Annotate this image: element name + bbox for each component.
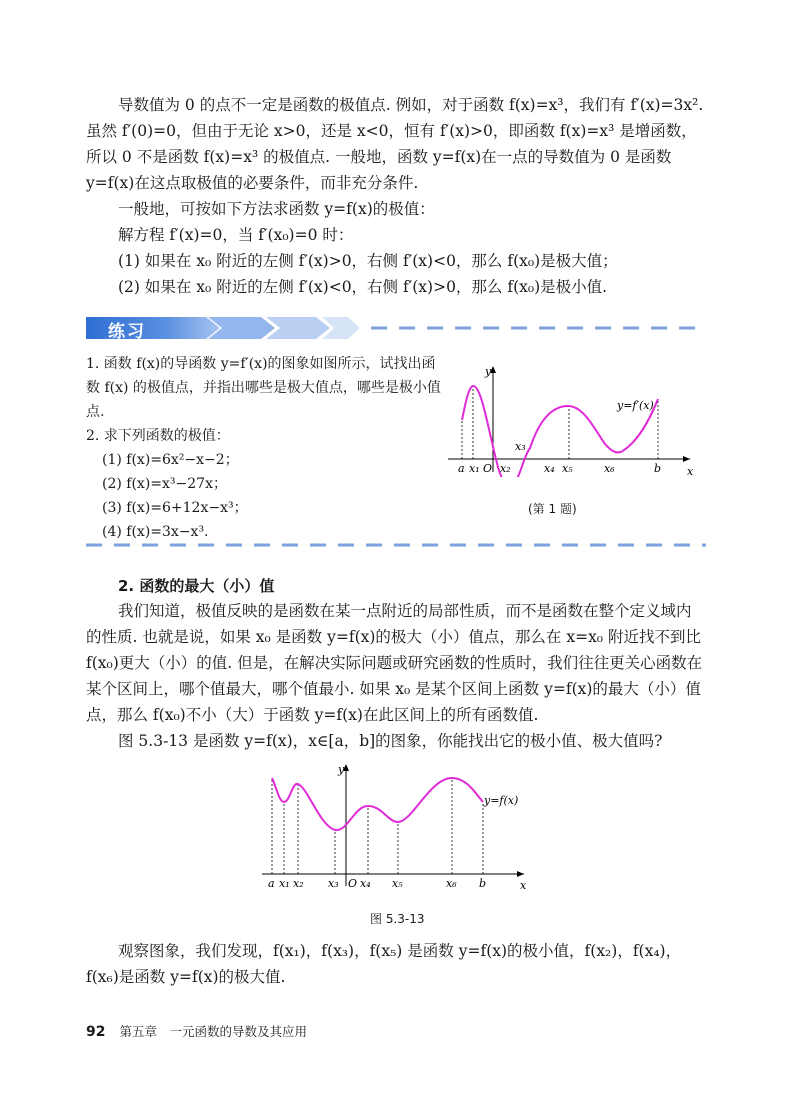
curve-label: y=f′(x): [617, 399, 654, 412]
figure-2-caption: 图 5.3-13: [370, 912, 425, 926]
rule-minimum: (2) 如果在 x₀ 附近的左侧 f′(x)<0，右侧 f′(x)>0，那么 f(x₀)是极小值.: [118, 278, 608, 296]
banner-arrow-main: [86, 317, 220, 339]
section-paragraph-3: 观察图象，我们发现，f(x₁)，f(x₃)，f(x₅) 是函数 y=f(x)的极小值，f(x₂)，f(x₄)，f(x₆)是函数 y=f(x)的极大值.: [86, 942, 682, 986]
tick-label-b: b: [479, 877, 487, 890]
tick-label-b: b: [654, 462, 662, 475]
axis-label-x: x: [520, 879, 527, 892]
x-axis-arrow: [683, 456, 690, 462]
exercise-question-2: 2. 求下列函数的极值：: [86, 428, 230, 444]
tick-label-x6: x₆: [446, 877, 457, 890]
tick-label-x4: x₄: [544, 462, 555, 475]
tick-label-x3: x₃: [515, 440, 526, 453]
axis-label-y: y: [485, 365, 492, 378]
exercise-question-2-item: (2) f(x)=x³−27x；: [102, 476, 227, 492]
section-paragraph-2: 图 5.3-13 是函数 y=f(x)，x∈[a，b]的图象，你能找出它的极小值、极大值吗?: [118, 732, 663, 750]
tick-label-x6: x₆: [604, 462, 615, 475]
tick-label-x1: x₁: [469, 462, 480, 475]
function-curve: [272, 778, 483, 830]
x-axis-arrow: [517, 871, 524, 877]
exercise-question-2-item: (4) f(x)=3x−x³.: [102, 524, 209, 540]
exercise-list: [86, 352, 446, 544]
exercise-question-1: 1. 函数 f(x)的导函数 y=f′(x)的图象如图所示，试找出函数 f(x) 的极值点，并指出哪些是极大值点，哪些是极小值点.: [86, 356, 441, 420]
page-number: 92: [86, 1024, 106, 1040]
axis-label-y: y: [338, 763, 345, 776]
origin-label: O: [483, 462, 493, 475]
tick-label-x2: x₂: [293, 877, 304, 890]
intro-paragraph-3: 解方程 f′(x)=0，当 f′(x₀)=0 时：: [118, 226, 354, 244]
intro-paragraph-1: 导数值为 0 的点不一定是函数的极值点. 例如，对于函数 f(x)=x³，我们有 f′(x)=3x². 虽然 f′(0)=0，但由于无论 x>0，还是 x<0，恒有 f′(x)>0，即函数 f(x)=x³ 是增函数，所以 0 不是函数 f(x)=x³ 的极值点. 一般地，函数 y=f(x)在一点的导数值为 0 是函数 y=f(x)在这点取极值的必要条件，而非充分条件.: [86, 96, 704, 192]
tick-label-x2: x₂: [500, 462, 511, 475]
exercise-label: 练习: [108, 322, 146, 342]
exercise-question-2-item: (1) f(x)=6x²−x−2；: [102, 452, 239, 468]
intro-paragraph-2: 一般地，可按如下方法求函数 y=f(x)的极值：: [118, 200, 435, 218]
exercise-question-2-item: (3) f(x)=6+12x−x³；: [102, 500, 248, 516]
section-title: 2. 函数的最大（小）值: [118, 577, 275, 595]
guide-lines: [272, 778, 483, 874]
tick-label-x1: x₁: [279, 877, 290, 890]
tick-label-x5: x₅: [392, 877, 403, 890]
tick-label-x4: x₄: [360, 877, 371, 890]
chapter-title: 第五章 一元函数的导数及其应用: [119, 1024, 307, 1039]
curve-label: y=f(x): [484, 794, 519, 807]
function-graph: [262, 760, 532, 895]
page-footer: [86, 1022, 307, 1040]
rule-maximum: (1) 如果在 x₀ 附近的左侧 f′(x)>0，右侧 f′(x)<0，那么 f(x₀)是极大值；: [118, 252, 618, 270]
figure-1-caption: (第 1 题): [528, 502, 577, 516]
guide-lines: [462, 387, 658, 459]
banner-arrow-3: [266, 317, 330, 339]
banner-graphic: [86, 315, 706, 341]
tick-label-x5: x₅: [562, 462, 573, 475]
section-paragraph-1: 我们知道，极值反映的是函数在某一点附近的局部性质，而不是函数在整个定义域内的性质. 也就是说，如果 x₀ 是函数 y=f(x)的极大（小）值点，那么在 x=x₀ 附近找不到比 f(x₀)更大（小）的值. 但是，在解决实际问题或研究函数的性质时，我们往往更关心函数在某个区间上，哪个值最大，哪个值最小. 如果 x₀ 是某个区间上函数 y=f(x)的最大（小）值点，那么 f(x₀)不小（大）于函数 y=f(x)在此区间上的所有函数值.: [86, 602, 703, 724]
origin-label: O: [348, 877, 358, 890]
derivative-graph: [440, 362, 700, 477]
axis-label-x: x: [687, 465, 694, 477]
tick-label-x3: x₃: [328, 877, 339, 890]
exercise-divider: [86, 543, 706, 547]
exercise-banner: [86, 315, 706, 341]
tick-label-a: a: [458, 462, 465, 475]
tick-label-a: a: [268, 877, 275, 890]
